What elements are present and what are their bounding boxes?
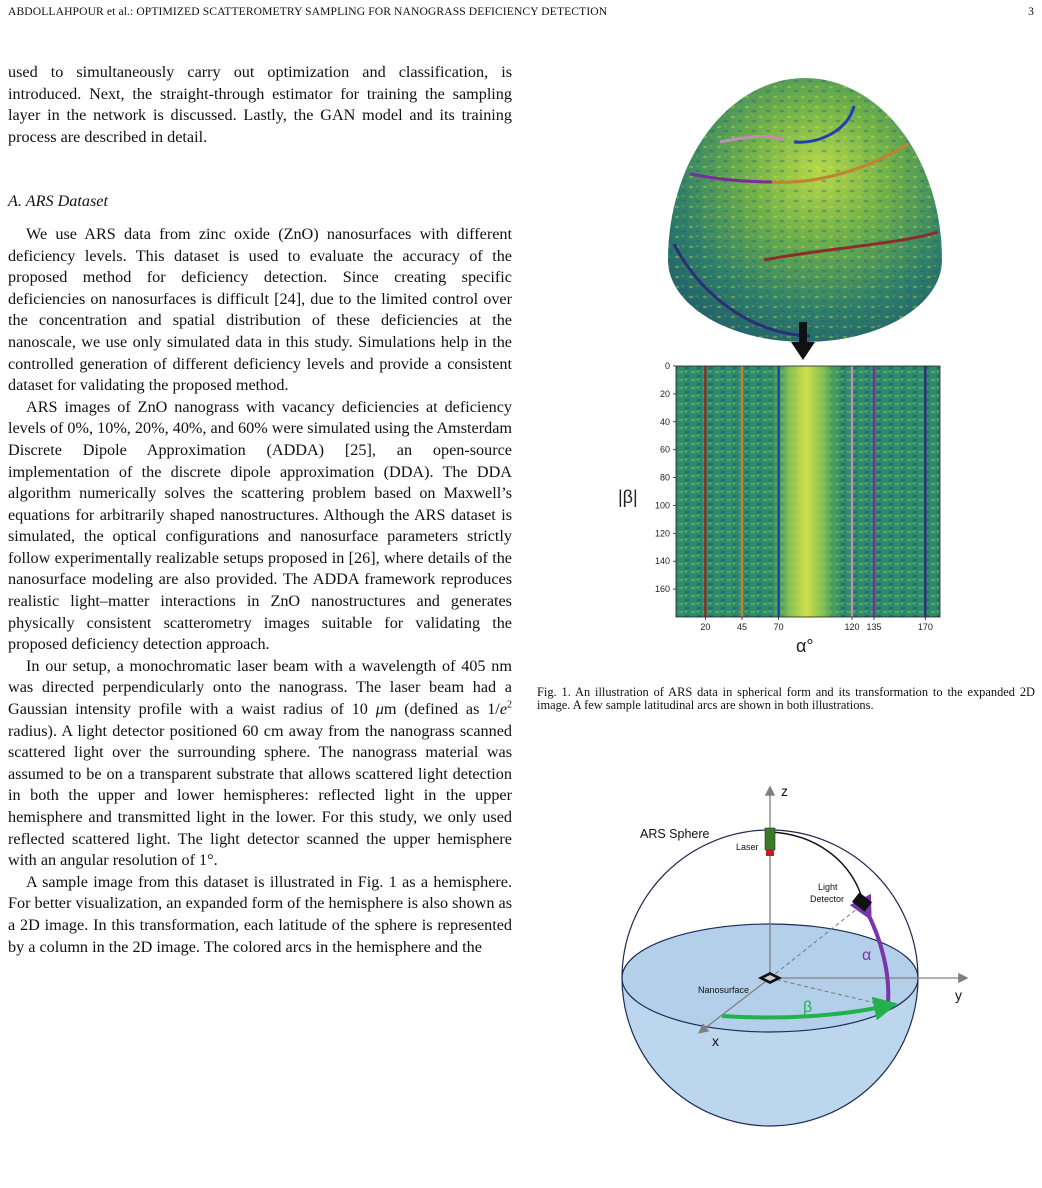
running-header — [8, 5, 1034, 18]
x-tick-label: 20 — [700, 622, 711, 632]
y-tick-label: 100 — [654, 500, 670, 511]
x-tick-label: 45 — [736, 622, 748, 632]
laser-label: Laser — [736, 842, 759, 852]
y-tick-label: 60 — [659, 444, 670, 455]
left-column — [8, 62, 512, 958]
laser-tip-icon — [766, 850, 774, 856]
paragraph-2: ARS images of ZnO nanograss with vacancy deficiencies at deficiency levels of 0%, 10%, 20%, 40%, and 60% were simulated using the Amsterdam Discrete Dipole Approximation (ADDA) [25], an open-source implementation of the discrete dipole approximation (DDA). The DDA algorithm numerically solves the scattering problem based on Maxwell’s equations for arbitrarily shaped nanostructures. Although the ARS dataset is simulated, the optical configurations and nanosurface parameters strictly follow experimentally realizable setups proposed in [26], where details of the nanosurface modeling are also provided. The ADDA framework reproduces realistic light–matter interactions in ZnO nanostructures and generates physically consistent scatterometry images suitable for validating the proposed deficiency detection approach. — [8, 397, 512, 654]
paragraph-1: We use ARS data from zinc oxide (ZnO) nanosurfaces with different deficiency levels. This dataset is used to evaluate the accuracy of the proposed method for deficiency detection. Since creating specific deficiencies on nanosurfaces is difficult [24], due to the limited control over the concentration and spatial distribution of these deficiencies at the nanoscale, we use only simulated data in this study. Simulations help in the controlled generation of different deficiency levels and provide a consistent dataset for validating the proposed method. — [8, 224, 512, 395]
y-axis-label-3d: y — [955, 987, 962, 1003]
paragraph-3: In our setup, a monochromatic laser beam with a wavelength of 405 nm was directed perpendicularly onto the nanograss. The laser beam had a Gaussian intensity profile with a waist radius of 10 μm (defined as $1/e^2$ radius). A light detector positioned 60 cm away from the nanograss scanned scattered light over the surrounding sphere. The nanograss material was assumed to be on a transparent substrate that allows scattered light detection in both the upper and lower hemispheres: reflected light in the upper hemisphere and transmitted light in the lower. For this study, we only used reflected scattered light. The light detector scanned the upper hemisphere with an angular resolution of 1°. — [8, 656, 512, 870]
x-tick-label: 135 — [866, 622, 882, 632]
running-title: ABDOLLAHPOUR et al.: OPTIMIZED SCATTEROMETRY SAMPLING FOR NANOGRASS DEFICIENCY DETECTION — [8, 5, 608, 18]
y-tick-label: 140 — [654, 556, 670, 567]
section-heading: A. ARS Dataset — [8, 192, 108, 211]
alpha-label: α — [862, 947, 872, 964]
page-number: 3 — [1028, 5, 1034, 18]
intro-paragraph: used to simultaneously carry out optimization and classification, is introduced. Next, the straight-through estimator for training the sampling layer in the network is discussed. Lastly, the GAN model and its training process are described in detail. — [8, 63, 512, 146]
y-tick-label: 160 — [654, 584, 670, 595]
detector-label-1: Light — [818, 882, 838, 892]
x-tick-label: 70 — [773, 622, 784, 632]
down-arrow-icon — [791, 322, 815, 360]
expanded-2d-image — [618, 362, 948, 662]
y-axis-label: |β| — [618, 487, 638, 507]
x-axis-label: α° — [796, 636, 814, 656]
light-detector-icon — [852, 892, 872, 911]
y-tick-label: 80 — [659, 472, 670, 483]
ars-sphere-label: ARS Sphere — [640, 827, 710, 841]
hemisphere-image — [660, 64, 950, 342]
z-axis-label: z — [781, 783, 788, 799]
ars-sphere-diagram — [600, 780, 1000, 1180]
y-tick-label: 0 — [664, 361, 670, 371]
x-tick-label: 170 — [917, 622, 933, 632]
y-tick-label: 120 — [654, 528, 670, 539]
laser-icon — [765, 828, 775, 850]
figure-1-caption: Fig. 1. An illustration of ARS data in spherical form and its transformation to the expanded 2D image. A few sample latitudinal arcs are shown in both illustrations. — [537, 685, 1035, 713]
paragraph-4: A sample image from this dataset is illustrated in Fig. 1 as a hemisphere. For better visualization, an expanded form of the hemisphere is also shown as a 2D image. In this transformation, each latitude of the sphere is represented by a column in the 2D image. The colored arcs in the hemisphere and the — [8, 872, 512, 956]
beta-label: β — [803, 999, 813, 1016]
y-tick-label: 20 — [659, 388, 670, 399]
detector-label-2: Detector — [810, 894, 845, 904]
x-tick-label: 120 — [844, 622, 860, 632]
x-axis-label-3d: x — [712, 1033, 719, 1049]
nanosurface-label: Nanosurface — [698, 985, 750, 995]
y-tick-label: 40 — [659, 416, 670, 427]
